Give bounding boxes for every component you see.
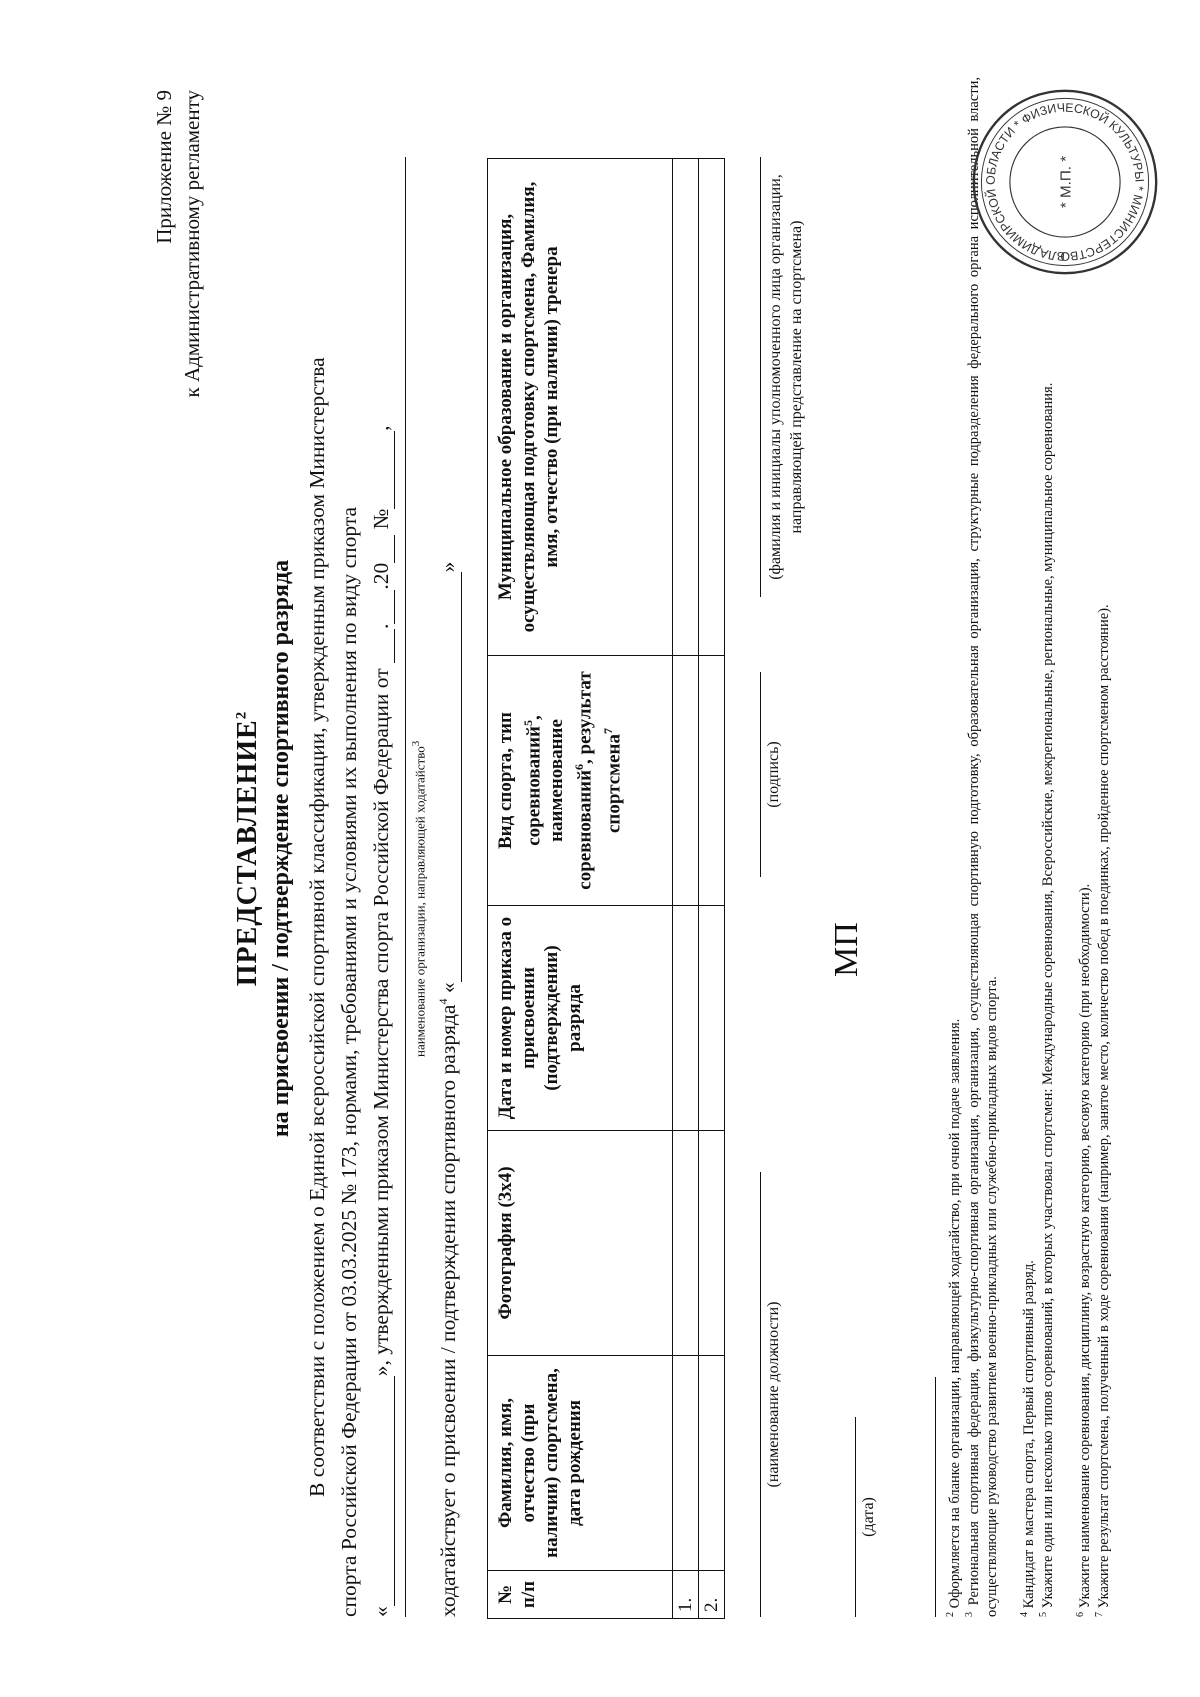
table-row [699,159,725,1619]
cell-competition[interactable] [673,656,699,906]
appendix-number: Приложение № 9 [152,90,176,244]
seal-place-label: МП [828,922,865,977]
rank-open-quote: « [436,982,461,994]
petition-footnote-mark: 4 [436,998,450,1005]
date-line[interactable] [855,1417,856,1617]
title-footnote-mark: 2 [233,710,250,720]
header-number: № п/п [488,1571,673,1619]
footnote-5-text: Укажите один или несколько типов соревнований, в которых участвовал спортсмен: Международные соревнования, Всероссийские, межрегиональные, региональные, муниципальное соревнования. [1039,382,1056,1609]
footnote-2-mark: 2 [945,1612,956,1617]
header-coach: Муниципальное образование и организация, осуществляющая подготовку спортсмена, Фамилия, имя, отчество (при наличии) тренера [488,159,673,656]
paragraph-line-3-text: », утвержденными приказом Министерства спорта Российской Федерации от [369,668,393,1377]
header-photo: Фотография (3х4) [488,1131,673,1356]
order-day-blank[interactable] [369,629,395,663]
cell-order[interactable] [673,906,699,1131]
header-competition-mark-5: 5 [521,719,535,726]
footnote-2-text: Оформляется на бланке организации, направляющей ходатайство, при очной подаче заявления. [946,1018,963,1609]
header-athlete-name: Фамилия, имя, отчество (при наличии) спортсмена, дата рождения [488,1356,673,1571]
paragraph-line-3 [369,425,395,1617]
cell-photo[interactable] [699,1131,725,1356]
header-competition [488,656,673,906]
row-number: 2. [699,1571,725,1619]
order-number-blank[interactable] [369,431,395,509]
row-number: 1. [673,1571,699,1619]
stamp-ring-path-text: ВЛАДИМИРСКОЙ ОБЛАСТИ * ФИЗИЧЕСКОЙ КУЛЬТУРЫ * МИНИСТЕРСТВО [983,100,1147,264]
sport-open-quote: « [369,1606,393,1617]
signature-caption: (подпись) [765,741,782,808]
footnote-separator [935,1377,936,1617]
organization-caption [410,741,428,1057]
header-competition-mark-6: 6 [572,763,587,770]
date-caption: (дата) [860,1497,877,1537]
footnote-4-text: Кандидат в мастера спорта, Первый спортивный разряд. [1020,1260,1037,1609]
title-text: ПРЕДСТАВЛЕНИЕ [232,719,263,987]
cell-athlete[interactable] [699,1356,725,1571]
table-header-row [488,159,673,1619]
order-number-label: № [369,508,393,530]
cell-order[interactable] [699,906,725,1131]
order-month-blank[interactable] [369,590,395,624]
document-subtitle: на присвоении / подтверждение спортивного разряда [268,559,294,1138]
organization-caption-mark: 3 [410,740,422,747]
footnote-5 [1035,77,1057,1617]
person-line[interactable] [760,157,761,597]
stamp-center-text: * М.П. * [1057,155,1075,209]
footnote-7 [1091,77,1113,1617]
footnote-4-mark: 4 [1019,1612,1030,1617]
footnote-6-text: Укажите наименование соревнования, дисциплину, возрастную категорию, весовую категорию (при необходимости). [1076,883,1093,1609]
footnote-6-mark: 6 [1075,1612,1086,1617]
header-competition-b: , наименование соревнований [523,715,596,890]
document-title [232,0,264,1697]
athletes-table [487,158,725,1619]
header-competition-a: Вид спорта, тип соревнований [495,712,545,849]
header-competition-mark-7: 7 [600,727,615,734]
header-order: Дата и номер приказа о присвоении (подтверждении) разряда [488,906,673,1131]
table-row [673,159,699,1619]
order-year-blank[interactable] [369,535,395,563]
footnote-3-text: Региональная спортивная федерация, физкультурно-спортивная организация, организация, осуществляющая спортивную подготовку, образовательная организация, структурные подразделения федерального органа исполнительной власти, осуществляющие руководство развитием военно-прикладных или служебно-прикладных видов спорта. [965,77,1000,1617]
paragraph-line-3-end: , [369,425,393,431]
paragraph-line-2: спорта Российской Федерации от 03.03.2025 № 173, нормами, требованиями и условиями их выполнения по виду спорта [337,506,361,1617]
order-year-prefix: .20 [369,562,393,590]
cell-coach[interactable] [673,159,699,656]
position-line[interactable] [760,1172,761,1617]
footnote-3-mark: 3 [964,1612,975,1617]
cell-athlete[interactable] [673,1356,699,1571]
signature-line[interactable] [760,672,761,877]
rank-close-quote: » [436,561,461,573]
cell-competition[interactable] [699,656,725,906]
footnote-5-mark: 5 [1038,1612,1049,1617]
footnote-7-mark: 7 [1094,1612,1105,1617]
position-caption: (наименование должности) [765,1301,782,1488]
order-date-dot: . [369,623,393,629]
sport-name-blank[interactable] [369,1376,395,1606]
petition-text: ходатайствует о присвоении / подтверждении спортивного разряда [436,1004,461,1617]
official-stamp [970,87,1160,277]
cell-coach[interactable] [699,159,725,656]
header-competition-c: , результат спортсмена [574,671,624,834]
petition-line [436,562,462,1617]
footnote-7-text: Укажите результат спортсмена, полученный в ходе соревнования (например, занятое место, количество побед в поединках, пройденное спортсменом расстояние). [1095,604,1112,1609]
rank-name-blank[interactable] [436,572,462,982]
cell-photo[interactable] [673,1131,699,1356]
paragraph-line-1: В соответствии с положением о Единой всероссийской спортивной классификации, утвержденным приказом Министерства [305,357,329,1497]
footnote-3 [961,77,1001,1617]
organization-caption-text: наименование организации, направляющей ходатайство [412,746,428,1057]
organization-name-line[interactable] [405,157,406,1617]
person-caption: (фамилия и инициалы уполномоченного лица организации, направляющей представление на спортсмена) [767,174,805,580]
appendix-reference: к Административному регламенту [180,90,204,398]
